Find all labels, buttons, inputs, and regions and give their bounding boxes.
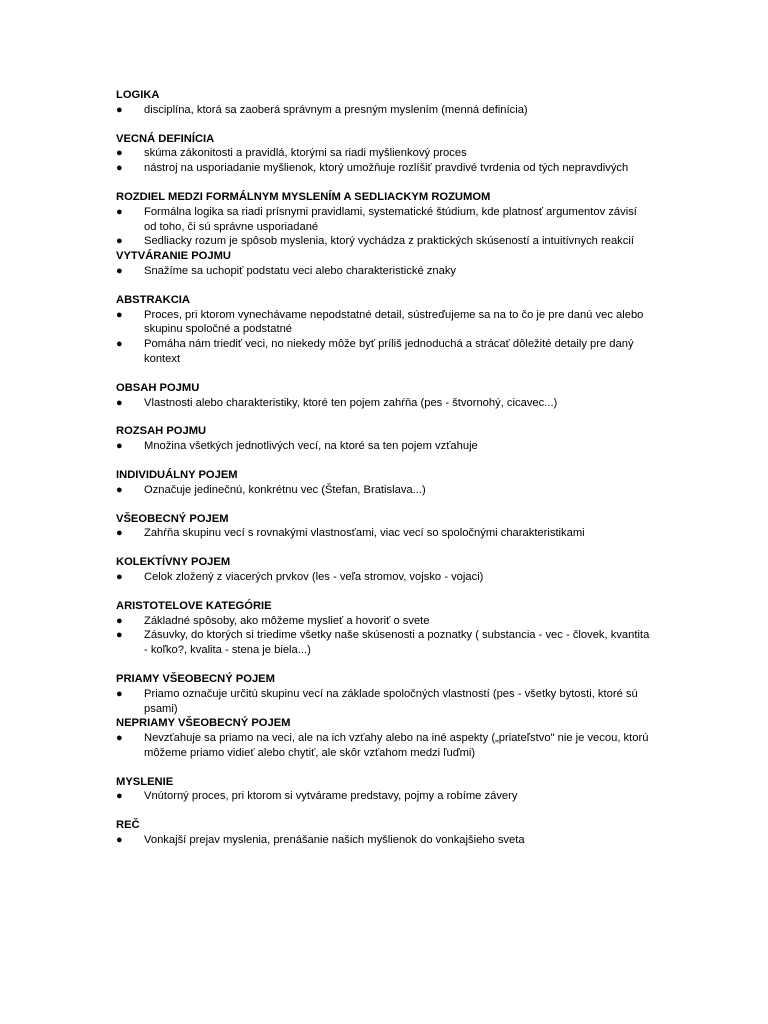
bullet-icon: ●	[116, 396, 123, 409]
bullet-icon: ●	[116, 440, 123, 453]
section-nepriamy-vseobecny-pojem	[116, 716, 652, 760]
list-item	[116, 483, 652, 498]
bullet-icon: ●	[116, 103, 123, 116]
section-heading: MYSLENIE	[116, 775, 174, 788]
bullet-icon: ●	[116, 629, 123, 642]
document-body	[116, 88, 652, 862]
list-item	[116, 205, 652, 235]
list-item	[116, 833, 652, 848]
section-vecna-definicia	[116, 132, 652, 176]
list-item-text: Označuje jedinečnú, konkrétnu vec (Štefan, Bratislava...)	[144, 483, 426, 496]
section-heading: LOGIKA	[116, 89, 160, 101]
bullet-list	[116, 264, 652, 279]
section-heading: ABSTRAKCIA	[116, 293, 190, 306]
bullet-icon: ●	[116, 308, 123, 321]
bullet-icon: ●	[116, 483, 123, 496]
section-heading: KOLEKTÍVNY POJEM	[116, 556, 231, 569]
bullet-list	[116, 614, 652, 658]
bullet-list	[116, 833, 652, 848]
section-heading: PRIAMY VŠEOBECNÝ POJEM	[116, 672, 275, 685]
list-item-text: Zásuvky, do ktorých si triedime všetky naše skúsenosti a poznatky ( substancia - vec - človek, kvantita - koľko?, kvalita - stena je biela...)	[144, 629, 650, 657]
section-obsah-pojmu	[116, 381, 652, 411]
section-heading: OBSAH POJMU	[116, 381, 200, 394]
bullet-list	[116, 439, 652, 454]
list-item-text: Pomáha nám triediť veci, no niekedy môže byť príliš jednoduchá a strácať dôležité detaily pre daný kontext	[144, 338, 634, 365]
list-item	[116, 337, 652, 367]
list-item	[116, 570, 652, 585]
bullet-list	[116, 308, 652, 367]
list-item-text: Vlastnosti alebo charakteristiky, ktoré ten pojem zahŕňa (pes - štvornohý, cicavec...)	[144, 396, 558, 409]
section-myslenie	[116, 775, 652, 805]
section-vseobecny-pojem	[116, 512, 652, 542]
bullet-icon: ●	[116, 162, 123, 175]
list-item	[116, 146, 652, 161]
list-item	[116, 308, 652, 338]
list-item-text: Základné spôsoby, ako môžeme myslieť a hovoriť o svete	[144, 614, 430, 627]
list-item-text: skúma zákonitosti a pravidlá, ktorými sa riadi myšlienkový proces	[144, 147, 467, 160]
list-item	[116, 439, 652, 454]
bullet-list	[116, 687, 652, 717]
list-item-text: Vonkajší prejav myslenia, prenášanie našich myšlienok do vonkajšieho sveta	[144, 834, 525, 847]
list-item	[116, 526, 652, 541]
section-rec	[116, 818, 652, 848]
section-vytvaranie-pojmu	[116, 249, 652, 279]
list-item-text: Formálna logika sa riadi prísnymi pravidlami, systematické štúdium, kde platnosť argumentov závisí od toho, či sú správne usporiadané	[144, 205, 637, 233]
section-heading: VECNÁ DEFINÍCIA	[116, 132, 215, 145]
bullet-list	[116, 789, 652, 804]
bullet-icon: ●	[116, 205, 123, 218]
bullet-icon: ●	[116, 834, 123, 847]
bullet-icon: ●	[116, 732, 123, 745]
list-item	[116, 161, 652, 176]
section-heading: NEPRIAMY VŠEOBECNÝ POJEM	[116, 717, 291, 730]
bullet-list	[116, 146, 652, 176]
bullet-icon: ●	[116, 570, 123, 583]
bullet-icon: ●	[116, 527, 123, 540]
list-item-text: Vnútorný proces, pri ktorom si vytvárame predstavy, pojmy a robíme závery	[144, 790, 518, 803]
list-item	[116, 628, 652, 658]
bullet-icon: ●	[116, 687, 123, 700]
section-kolektivny-pojem	[116, 555, 652, 585]
section-heading: VYTVÁRANIE POJMU	[116, 250, 231, 263]
bullet-list	[116, 570, 652, 585]
section-heading: VŠEOBECNÝ POJEM	[116, 512, 229, 525]
bullet-list	[116, 483, 652, 498]
list-item-text: Množina všetkých jednotlivých vecí, na ktoré sa ten pojem vzťahuje	[144, 440, 478, 453]
bullet-icon: ●	[116, 235, 123, 248]
list-item-text: Proces, pri ktorom vynechávame nepodstatné detail, sústreďujeme sa na to čo je pre danú vec alebo skupinu spoločné a podstatné	[144, 308, 644, 336]
list-item	[116, 687, 652, 717]
bullet-list	[116, 103, 652, 118]
list-item	[116, 789, 652, 804]
list-item	[116, 731, 652, 761]
bullet-list	[116, 731, 652, 761]
section-logika	[116, 88, 652, 118]
list-item-text: nástroj na usporiadanie myšlienok, ktorý umožňuje rozlíšiť pravdivé tvrdenia od tých nepravdivých	[144, 162, 629, 175]
list-item-text: Nevzťahuje sa priamo na veci, ale na ich vzťahy alebo na iné aspekty („priateľstvo" nie je vecou, ktorú môžeme priamo vidieť alebo chytiť, ale skôr vzťahom medzi ľuďmi)	[144, 732, 649, 759]
section-heading: ROZDIEL MEDZI FORMÁLNYM MYSLENÍM A SEDLIACKYM ROZUMOM	[116, 190, 491, 203]
list-item-text: Zahŕňa skupinu vecí s rovnakými vlastnosťami, viac vecí so spoločnými charakteristikami	[144, 527, 585, 540]
section-rozdiel	[116, 190, 652, 249]
section-individualny-pojem	[116, 468, 652, 498]
list-item	[116, 264, 652, 279]
section-aristotelove-kategorie	[116, 599, 652, 658]
section-heading: INDIVIDUÁLNY POJEM	[116, 468, 238, 481]
section-priamy-vseobecny-pojem	[116, 672, 652, 716]
section-rozsah-pojmu	[116, 424, 652, 454]
list-item-text: Snažíme sa uchopiť podstatu veci alebo charakteristické znaky	[144, 264, 457, 277]
bullet-list	[116, 526, 652, 541]
bullet-icon: ●	[116, 614, 123, 627]
bullet-list	[116, 396, 652, 411]
bullet-icon: ●	[116, 264, 123, 277]
section-abstrakcia	[116, 293, 652, 367]
section-heading: ARISTOTELOVE KATEGÓRIE	[116, 599, 272, 612]
section-heading: REČ	[116, 819, 140, 832]
list-item	[116, 396, 652, 411]
bullet-icon: ●	[116, 790, 123, 803]
list-item	[116, 234, 652, 249]
list-item-text: Sedliacky rozum je spôsob myslenia, ktorý vychádza z praktických skúseností a intuitívnych reakcií	[144, 235, 634, 248]
list-item-text: disciplína, ktorá sa zaoberá správnym a presným myslením (menná definícia)	[144, 103, 528, 116]
bullet-icon: ●	[116, 338, 123, 351]
list-item-text: Priamo označuje určitú skupinu vecí na základe spoločných vlastností (pes - všetky bytosti, ktoré sú psami)	[144, 687, 638, 715]
section-heading: ROZSAH POJMU	[116, 425, 207, 438]
list-item-text: Celok zložený z viacerých prvkov (les - veľa stromov, vojsko - vojaci)	[144, 570, 484, 583]
list-item	[116, 614, 652, 629]
bullet-list	[116, 205, 652, 249]
list-item	[116, 103, 652, 118]
bullet-icon: ●	[116, 147, 123, 160]
